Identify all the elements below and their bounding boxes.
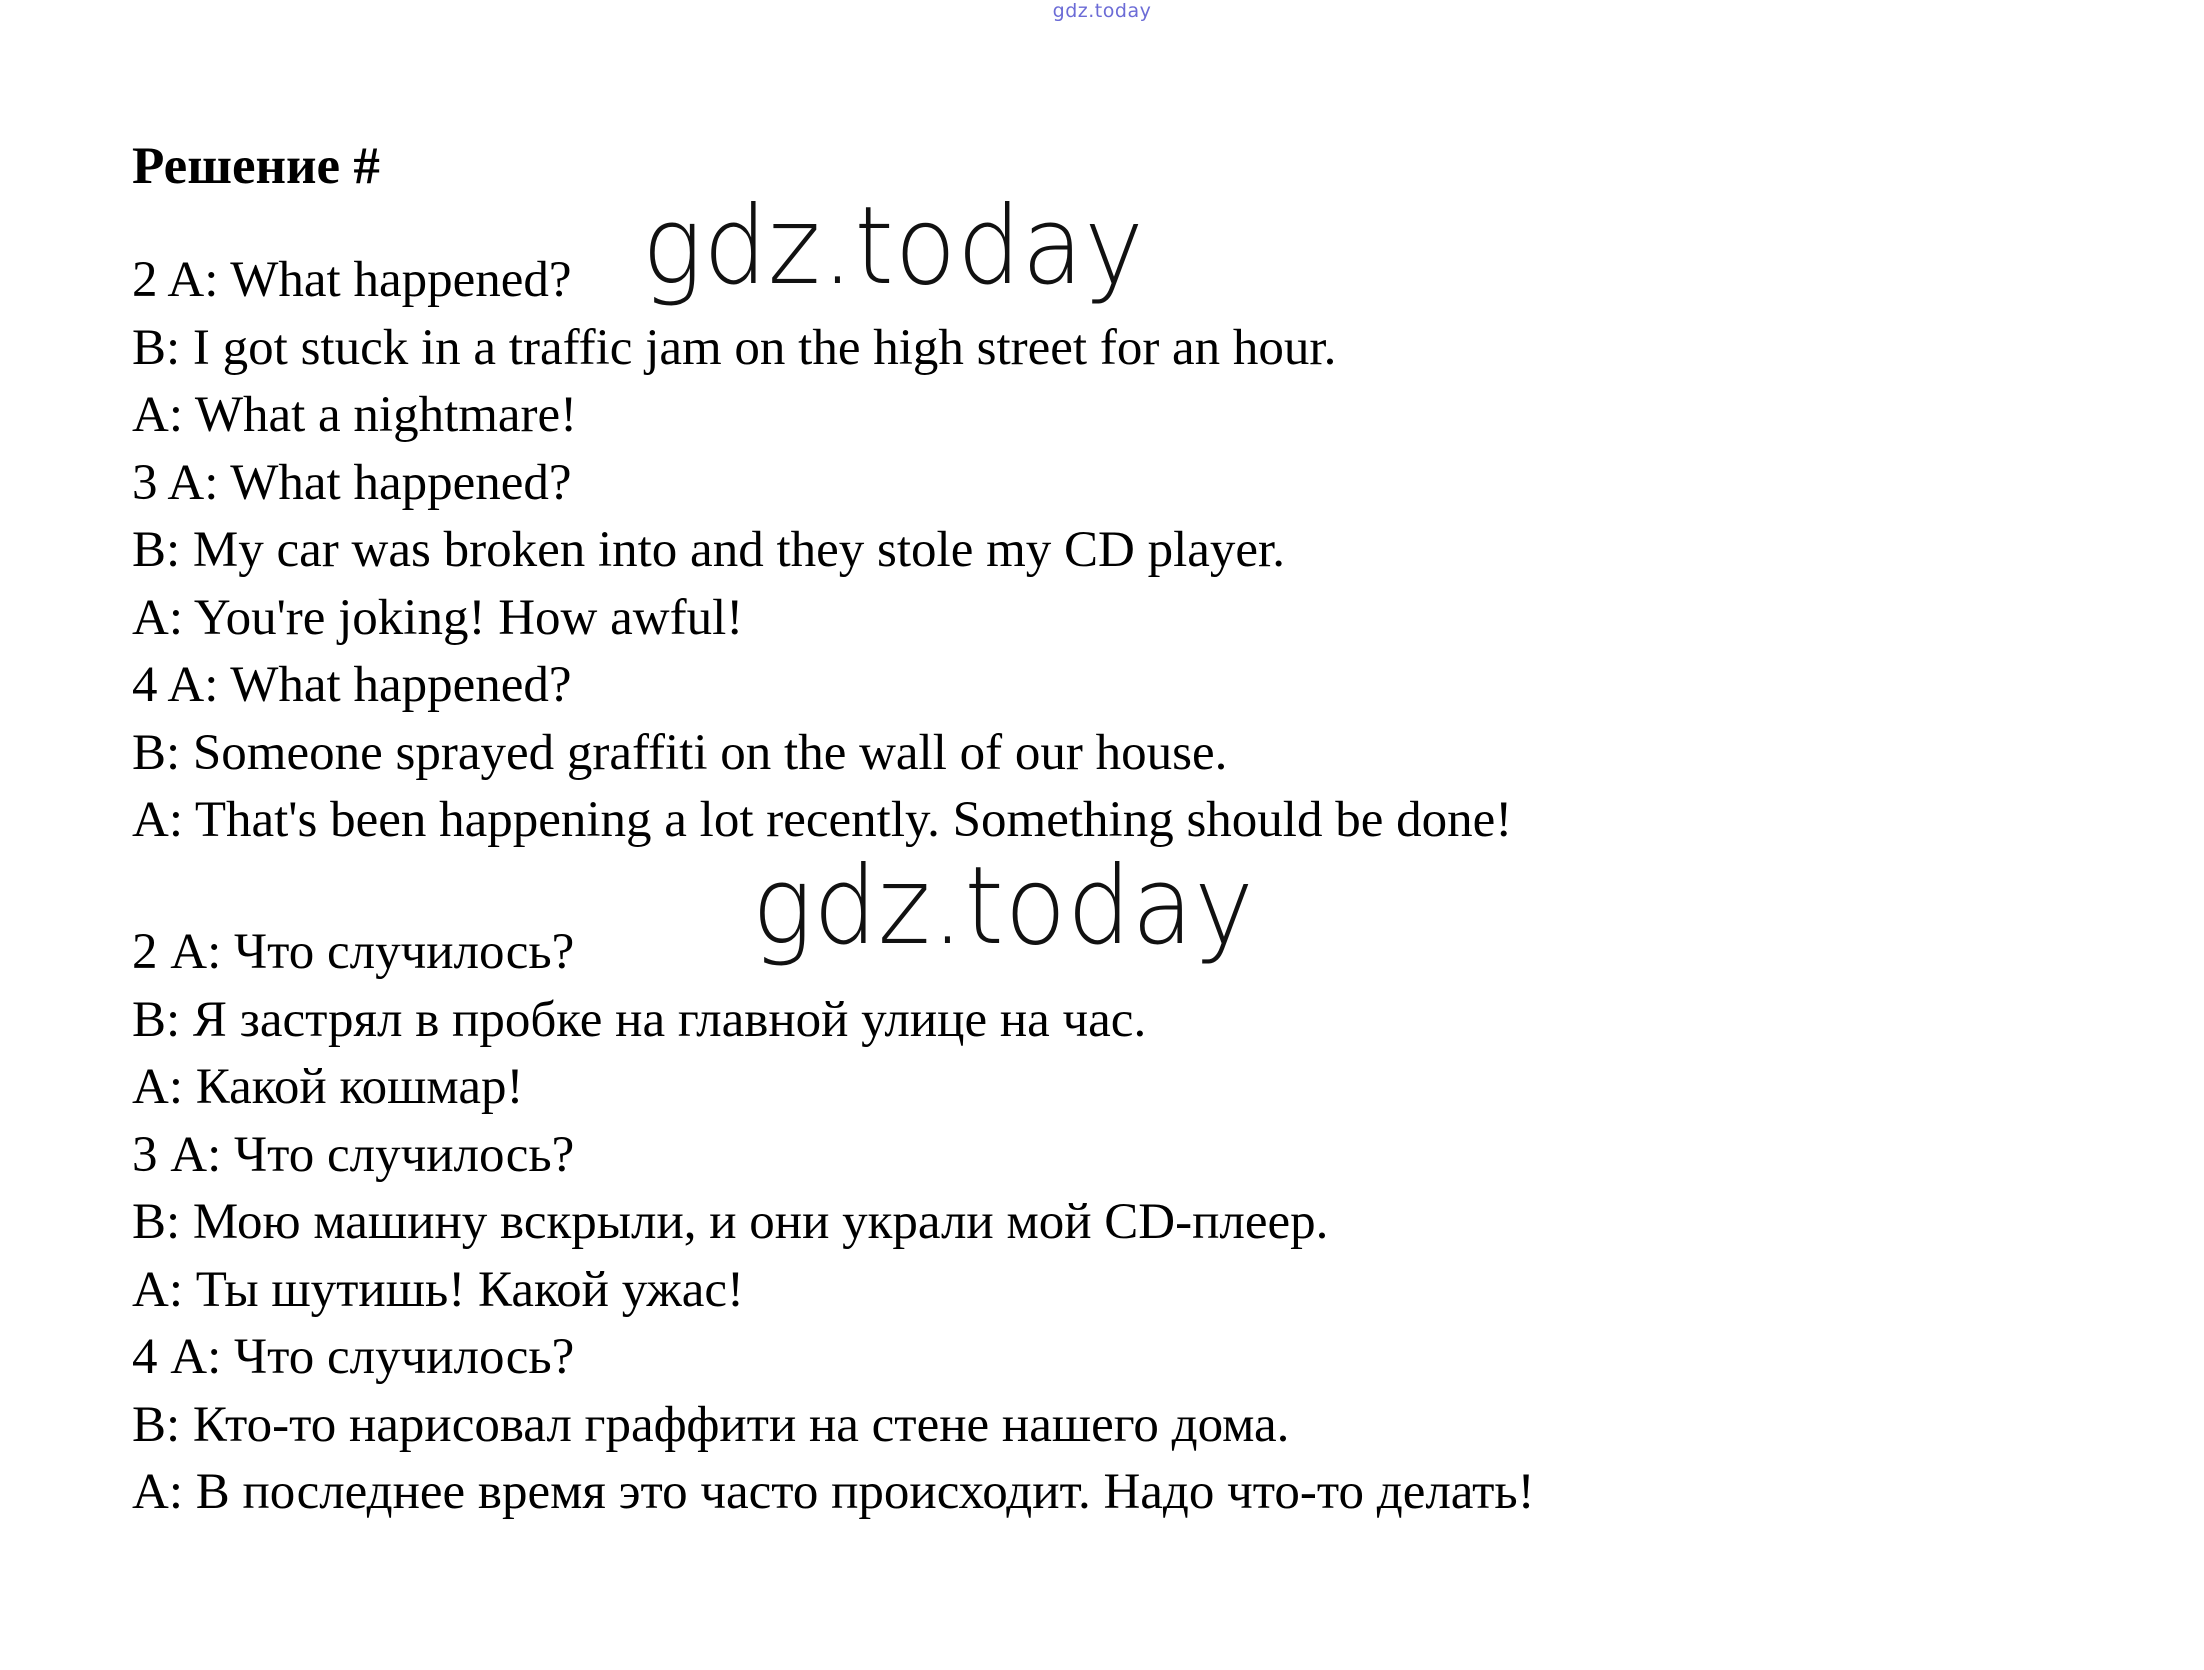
dialogue-line: В: Я застрял в пробке на главной улице на час.	[132, 991, 1147, 1048]
dialogue-line: 4 А: Что случилось?	[132, 1329, 575, 1385]
dialogue-line: 3 А: Что случилось?	[132, 1126, 575, 1183]
dialogue-line: A: What a nightmare!	[132, 387, 578, 443]
dialogue-line: 4 A: What happened?	[132, 657, 572, 713]
dialogue-line: B: I got stuck in a traffic jam on the high street for an hour.	[132, 319, 1337, 376]
dialogue-line: В: Кто-то нарисовал граффити на стене нашего дома.	[132, 1396, 1290, 1453]
dialogue-line: A: You're joking! How awful!	[132, 589, 744, 646]
site-watermark: gdz.today	[752, 844, 1255, 969]
dialogue-line: B: My car was broken into and they stole my CD player.	[132, 522, 1285, 578]
dialogue-line: А: Какой кошмар!	[132, 1059, 524, 1115]
header-watermark: gdz.today	[1052, 0, 1152, 22]
dialogue-line: 2 А: Что случилось?	[132, 924, 575, 980]
dialogue-line: А: Ты шутишь! Какой ужас!	[132, 1261, 745, 1318]
dialogue-line: B: Someone sprayed graffiti on the wall of our house.	[132, 724, 1228, 781]
dialogue-line: A: That's been happening a lot recently. Something should be done!	[132, 792, 1513, 848]
dialogue-line: 2 A: What happened?	[132, 252, 572, 308]
dialogue-line: А: В последнее время это часто происходит. Надо что-то делать!	[132, 1464, 1535, 1520]
solution-heading: Решение #	[132, 137, 380, 195]
russian-dialogue	[132, 919, 1535, 1527]
dialogue-line: 3 A: What happened?	[132, 454, 572, 511]
english-dialogue	[132, 247, 1512, 855]
dialogue-line: В: Мою машину вскрыли, и они украли мой CD-плеер.	[132, 1194, 1329, 1250]
site-watermark: gdz.today	[642, 184, 1145, 309]
